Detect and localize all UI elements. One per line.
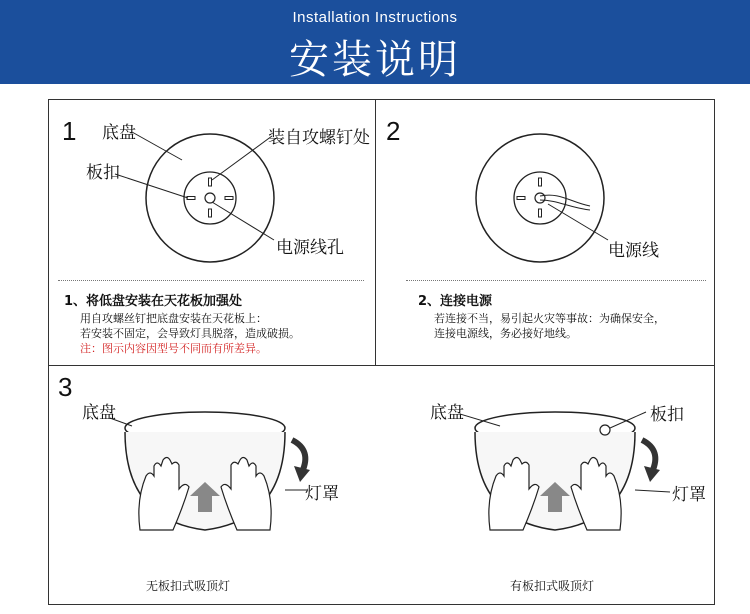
dotted-separator-1 bbox=[58, 280, 364, 281]
step1-base-diagram bbox=[60, 110, 370, 270]
step2-heading: 2、连接电源 bbox=[418, 294, 493, 309]
step1-line1: 用自攻螺丝钉把底盘安装在天花板上： bbox=[80, 312, 267, 325]
step2-line2: 连接电源线，务必接好地线。 bbox=[434, 327, 577, 340]
step3-left-caption: 无板扣式吸顶灯 bbox=[146, 579, 231, 593]
step3-number: 3 bbox=[58, 372, 73, 402]
leader-line bbox=[132, 132, 182, 160]
clip-slot-icon bbox=[517, 197, 525, 200]
step3-right-label-base: 底盘 bbox=[430, 403, 464, 423]
step3-left-label-base: 底盘 bbox=[82, 403, 116, 423]
step3-right-lamp-diagram bbox=[460, 400, 690, 550]
divider-horizontal bbox=[48, 365, 715, 366]
step1-heading: 1、将低盘安装在天花板加强处 bbox=[64, 294, 243, 309]
screw-slot-icon bbox=[539, 209, 542, 217]
step1-label-base: 底盘 bbox=[102, 123, 136, 143]
power-hole-icon bbox=[205, 193, 215, 203]
rotate-arrow-head-icon bbox=[644, 466, 660, 482]
step2-line1: 若连接不当，易引起火灾等事故：为确保安全， bbox=[434, 312, 665, 325]
dotted-separator-2 bbox=[406, 280, 706, 281]
screw-slot-icon bbox=[539, 178, 542, 186]
clip-icon bbox=[600, 425, 610, 435]
step1-label-clip: 板扣 bbox=[86, 163, 120, 183]
step2-number: 2 bbox=[386, 116, 401, 146]
base-plate-outer-circle bbox=[146, 134, 274, 262]
leader-line bbox=[635, 490, 670, 492]
power-hole-icon bbox=[535, 193, 545, 203]
base-plate-outer-circle bbox=[476, 134, 604, 262]
step2-wiring-diagram bbox=[440, 110, 710, 270]
step3-right-caption: 有板扣式吸顶灯 bbox=[510, 579, 595, 593]
rotate-arrow-head-icon bbox=[294, 466, 310, 482]
base-plate-inner-circle bbox=[184, 172, 236, 224]
header-subtitle: Installation Instructions bbox=[292, 9, 458, 26]
divider-vertical bbox=[375, 99, 376, 365]
step1-note: 注：图示内容因型号不同而有所差异。 bbox=[80, 342, 267, 355]
clip-slot-icon bbox=[225, 197, 233, 200]
step1-label-hole: 电源线孔 bbox=[276, 238, 344, 258]
step3-left-lamp-diagram bbox=[110, 400, 330, 550]
step1-number: 1 bbox=[62, 116, 77, 146]
step1-label-screw: 装自攻螺钉处 bbox=[268, 128, 370, 148]
screw-slot-icon bbox=[209, 209, 212, 217]
clip-slot-icon bbox=[187, 197, 195, 200]
header-banner bbox=[0, 0, 750, 84]
screw-slot-icon bbox=[209, 178, 212, 186]
header-title: 安装说明 bbox=[289, 37, 461, 83]
leader-line bbox=[115, 174, 188, 198]
base-plate-inner-circle bbox=[514, 172, 566, 224]
step1-line2: 若安装不固定，会导致灯具脱落，造成破损。 bbox=[80, 327, 300, 340]
step3-right-label-clip: 板扣 bbox=[650, 405, 684, 425]
step3-right-label-cover: 灯罩 bbox=[672, 485, 706, 505]
step3-left-label-cover: 灯罩 bbox=[305, 484, 339, 504]
step2-label-wire: 电源线 bbox=[608, 241, 659, 261]
